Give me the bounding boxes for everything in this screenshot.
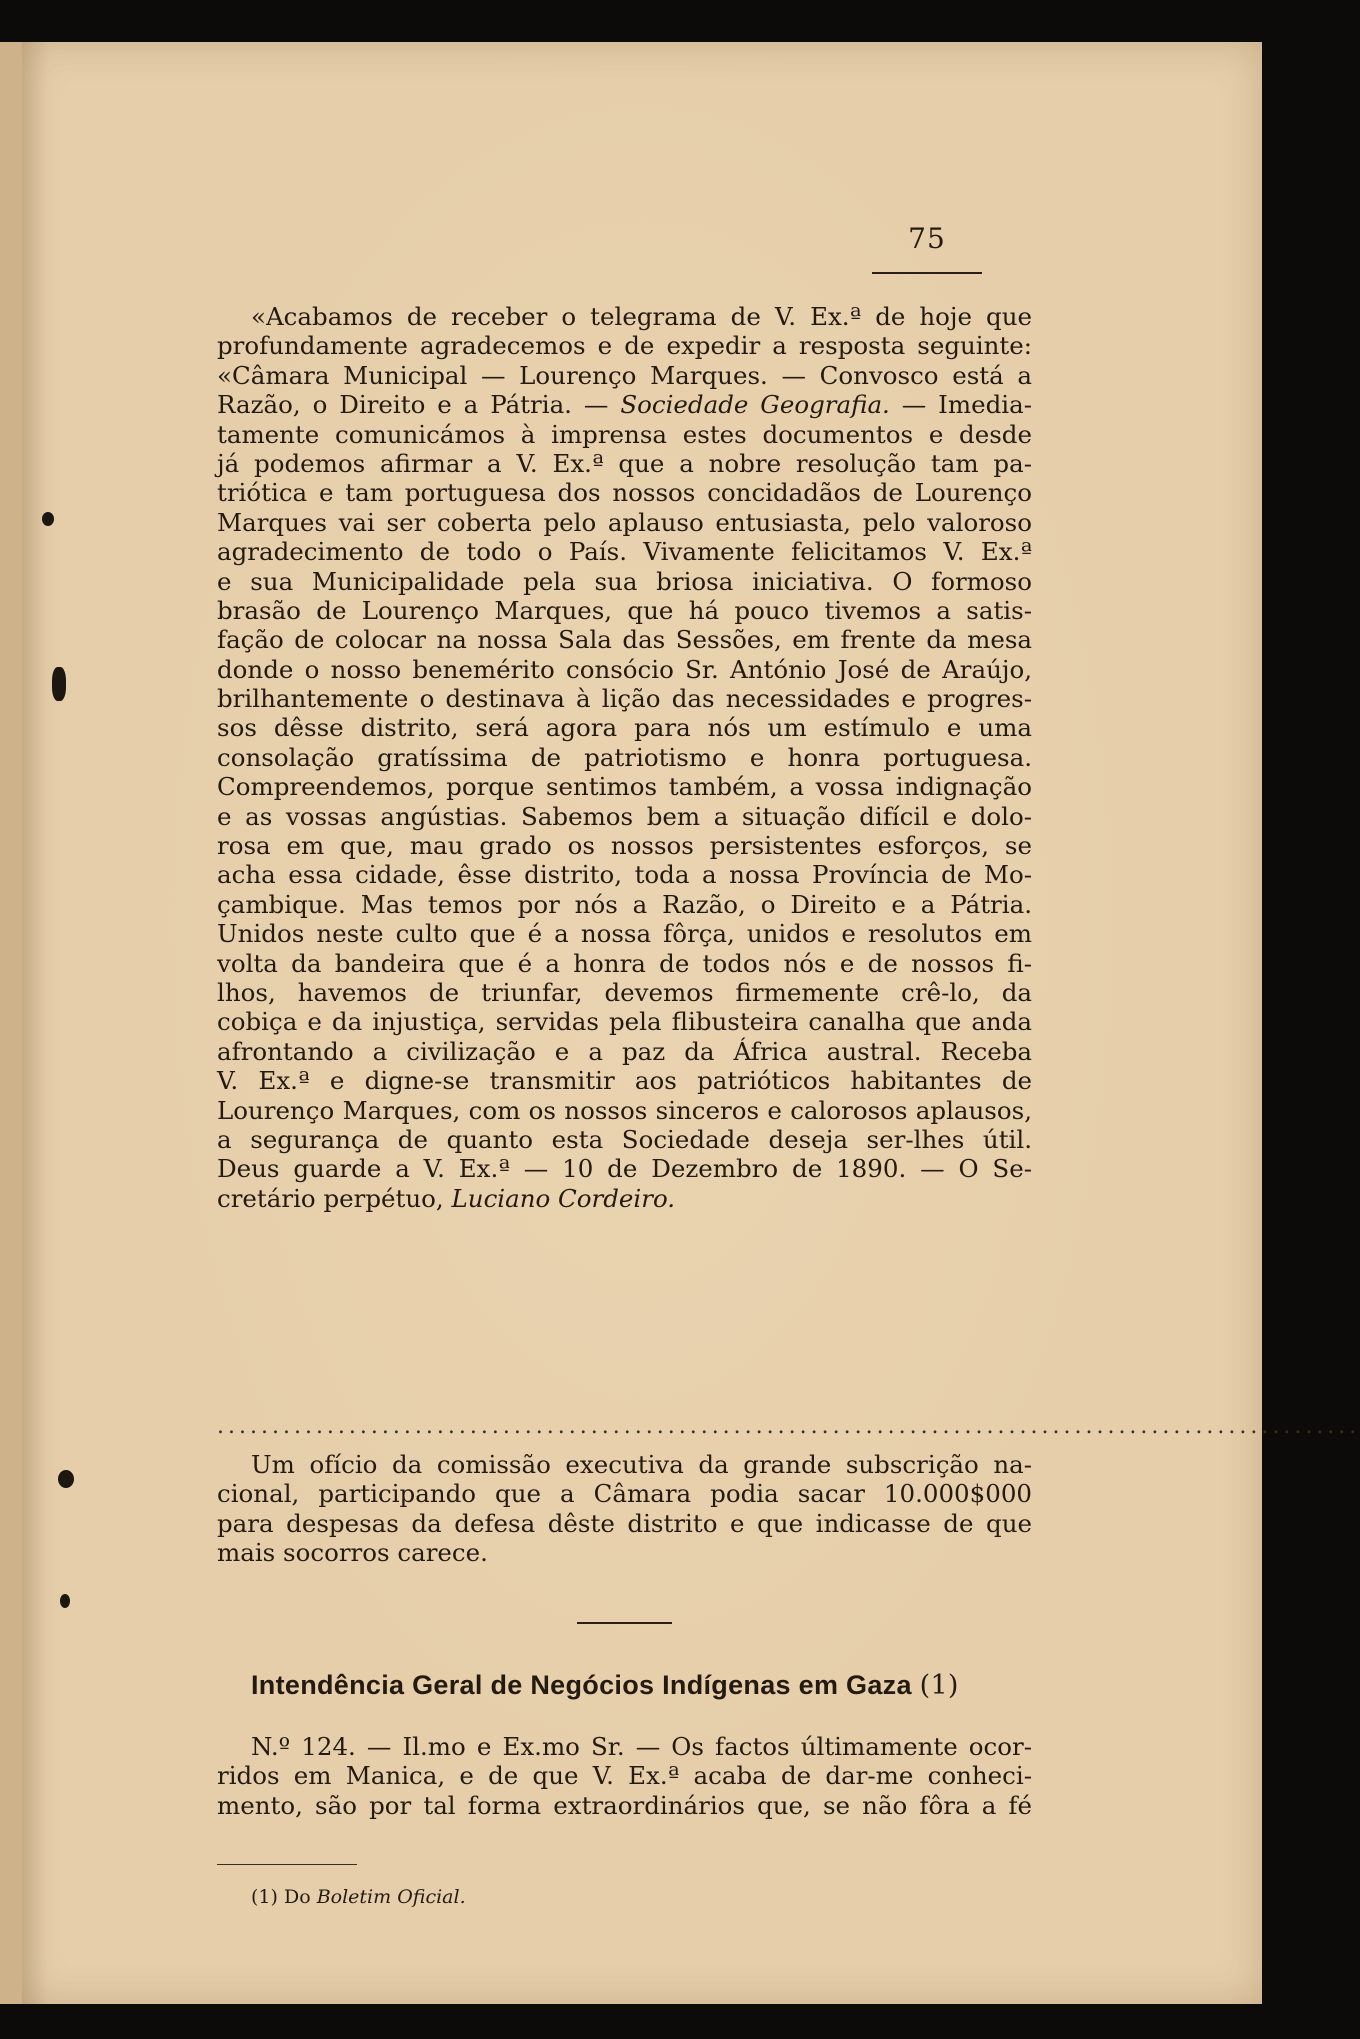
text-line: Unidos neste culto que é a nossa fôrça, unidos e resolutos em (217, 919, 1032, 949)
text-line: Deus guarde a V. Ex.ª — 10 de Dezembro de 1890. — O Se- (217, 1154, 1032, 1184)
text-line: brilhantemente o destinava à lição das necessidades e progres- (217, 684, 1032, 714)
section-heading-text: Intendência Geral de Negócios Indígenas em Gaza (251, 1670, 912, 1700)
officio-paragraph (217, 1450, 1032, 1568)
footnote-reference: (1) (919, 1670, 959, 1701)
text-line: lhos, havemos de triunfar, devemos firmemente crê-lo, da (217, 977, 1032, 1007)
footnote-text: Do (283, 1886, 311, 1908)
text-line: donde o nosso benemérito consócio Sr. António José de Araújo, (217, 654, 1032, 684)
text-line (217, 1184, 1032, 1213)
binding-hole (60, 1594, 70, 1608)
section-heading (251, 1670, 1032, 1701)
text-line: Um ofício da comissão executiva da grande subscrição na- (251, 1450, 1032, 1479)
text-segment: — Imedia- (901, 390, 1032, 420)
binding-hole (52, 667, 66, 701)
text-line: cobiça e da injustiça, servidas pela flibusteira canalha que anda (217, 1007, 1032, 1037)
binding-hole (58, 1470, 74, 1488)
text-line: çambique. Mas temos por nós a Razão, o Direito e a Pátria. (217, 889, 1032, 919)
text-line: ridos em Manica, e de que V. Ex.ª acaba de dar-me conheci- (217, 1761, 1032, 1791)
text-line: brasão de Lourenço Marques, que há pouco tivemos a satis- (217, 595, 1032, 625)
text-line: sos dêsse distrito, será agora para nós um estímulo e uma (217, 713, 1032, 743)
text-line: V. Ex.ª e digne-se transmitir aos patrióticos habitantes de (217, 1066, 1032, 1096)
book-binding-edge (0, 42, 24, 2004)
text-line: cional, participando que a Câmara podia sacar 10.000$000 (217, 1479, 1032, 1509)
text-line: fação de colocar na nossa Sala das Sessões, em frente da mesa (217, 625, 1032, 655)
text-line: a segurança de quanto esta Sociedade deseja ser-lhes útil. (217, 1124, 1032, 1154)
text-line: N.º 124. — Il.mo e Ex.mo Sr. — Os factos últimamente ocor- (251, 1732, 1032, 1761)
text-line: e sua Municipalidade pela sua briosa iniciativa. O formoso (217, 566, 1032, 596)
text-line: volta da bandeira que é a honra de todos nós e de nossos fi- (217, 948, 1032, 978)
text-line: «Acabamos de receber o telegrama de V. Ex.ª de hoje que (251, 302, 1032, 331)
society-name-italic: Sociedade Geografia. (620, 390, 890, 420)
text-line: já podemos afirmar a V. Ex.ª que a nobre resolução tam pa- (217, 448, 1032, 478)
text-line: e as vossas angústias. Sabemos bem a situação difícil e dolo- (217, 801, 1032, 831)
text-line: tamente comunicámos à imprensa estes documentos e desde (217, 419, 1032, 449)
text-segment: Razão, o Direito e a Pátria. — (217, 390, 609, 420)
footnote (251, 1886, 466, 1908)
text-line: afrontando a civilização e a paz da África austral. Receba (217, 1036, 1032, 1066)
letter-text-block (217, 302, 1032, 1213)
page-number-rule (872, 272, 982, 274)
footnote-source-italic: Boletim Oficial. (316, 1886, 466, 1908)
intendencia-paragraph (217, 1732, 1032, 1820)
signature-name: Luciano Cordeiro. (451, 1183, 676, 1213)
text-line: para despesas da defesa dêste distrito e que indicasse de que (217, 1508, 1032, 1538)
text-line: profundamente agradecemos e de expedir a resposta seguinte: (217, 331, 1032, 361)
text-line: mento, são por tal forma extraordinários que, se não fôra a fé (217, 1790, 1032, 1820)
footnote-divider (217, 1864, 357, 1865)
page-number: 75 (908, 222, 946, 255)
text-line: triótica e tam portuguesa dos nossos concidadãos de Lourenço (217, 478, 1032, 508)
text-line: mais socorros carece. (217, 1538, 488, 1568)
text-line: «Câmara Municipal — Lourenço Marques. — Convosco está a (217, 360, 1032, 390)
binding-hole (42, 512, 54, 526)
text-segment: cretário perpétuo, (217, 1183, 444, 1213)
section-divider (577, 1622, 672, 1624)
footnote-mark: (1) (251, 1886, 278, 1908)
text-line (217, 390, 1032, 419)
text-line: rosa em que, mau grado os nossos persistentes esforços, se (217, 831, 1032, 861)
text-line: agradecimento de todo o País. Vivamente felicitamos V. Ex.ª (217, 537, 1032, 567)
text-line: acha essa cidade, êsse distrito, toda a nossa Província de Mo- (217, 860, 1032, 890)
text-line: Marques vai ser coberta pelo aplauso entusiasta, pelo valoroso (217, 507, 1032, 537)
text-line: consolação gratíssima de patriotismo e honra portuguesa. (217, 742, 1032, 772)
dotted-separator: ........................................................................................................ (217, 1414, 1360, 1439)
text-line: Lourenço Marques, com os nossos sinceros e calorosos aplausos, (217, 1095, 1032, 1125)
document-page (22, 42, 1360, 2004)
text-line: Compreendemos, porque sentimos também, a vossa indignação (217, 772, 1032, 802)
